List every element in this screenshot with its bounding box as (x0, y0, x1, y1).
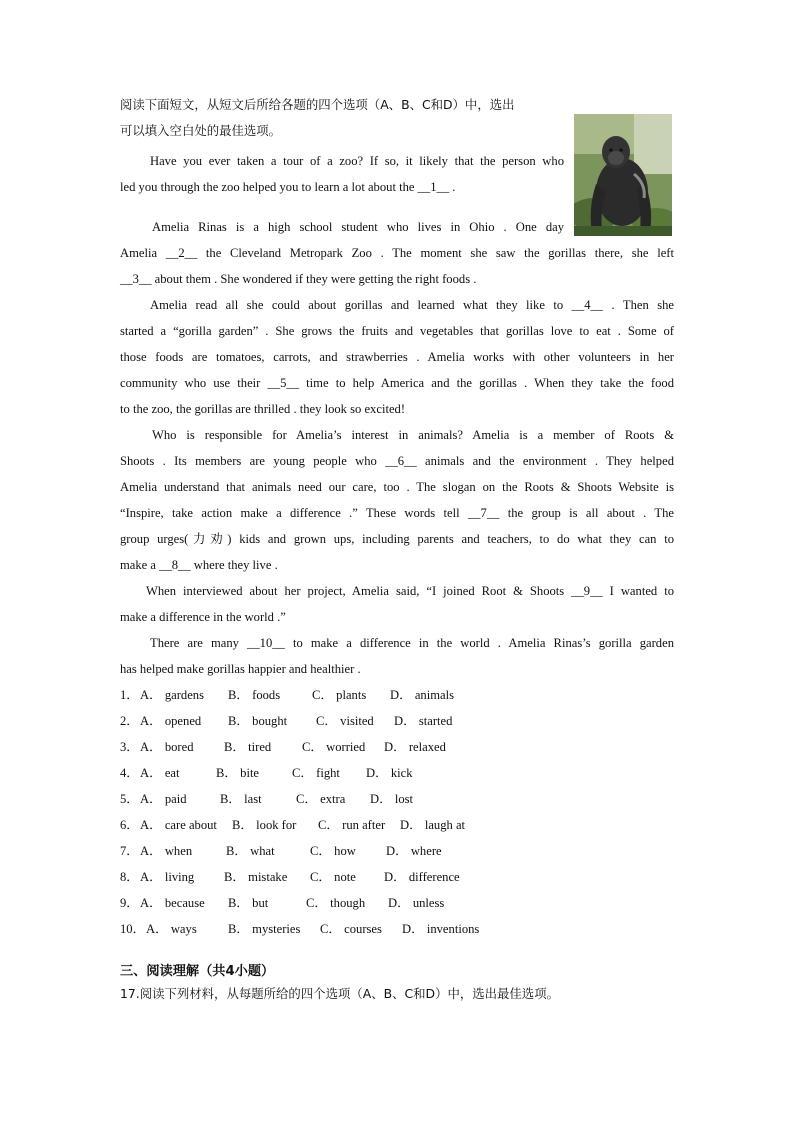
instructions-line-1: 阅读下面短文，从短文后所给各题的四个选项（A、B、C和D）中，选出 (120, 97, 515, 112)
passage-line-7: started a “gorilla garden” . She grows the fruits and vegetables that gorillas love to eat . Some of (120, 324, 674, 338)
option-d[interactable]: D． lost (370, 792, 414, 806)
question-number: 8． (120, 870, 139, 884)
passage-line-20: has helped make gorillas happier and healthier . (120, 662, 361, 676)
option-c[interactable]: C． extra (296, 792, 346, 806)
option-b[interactable]: B． foods (228, 688, 281, 702)
option-a[interactable]: A． bored (140, 740, 194, 754)
passage-line-2: led you through the zoo helped you to learn a lot about the __1__ . (120, 180, 456, 194)
question-number: 1． (120, 688, 139, 702)
option-c[interactable]: C． how (310, 844, 356, 858)
option-c[interactable]: C． fight (292, 766, 340, 780)
passage-line-18: make a difference in the world .” (120, 610, 286, 624)
passage-line-6: Amelia read all she could about gorillas and learned what they like to __4__ . Then she (150, 298, 674, 312)
passage-line-15: group urges(力劝) kids and grown ups, including parents and teachers, to do what they can to (120, 532, 674, 546)
option-a[interactable]: A． paid (140, 792, 187, 806)
instructions-line-2: 可以填入空白处的最佳选项。 (120, 123, 282, 138)
option-c[interactable]: C． run after (318, 818, 386, 832)
option-d[interactable]: D． where (386, 844, 442, 858)
option-a[interactable]: A． living (140, 870, 195, 884)
question-number: 9． (120, 896, 139, 910)
option-c[interactable]: C． though (306, 896, 366, 910)
gorilla-illustration (574, 114, 672, 236)
passage-line-12: Shoots . Its members are young people who __6__ animals and the environment . They helped (120, 454, 674, 468)
option-a[interactable]: A． care about (140, 818, 217, 832)
question-number: 4． (120, 766, 139, 780)
option-c[interactable]: C． worried (302, 740, 366, 754)
option-d[interactable]: D． started (394, 714, 453, 728)
option-b[interactable]: B． last (220, 792, 262, 806)
option-b[interactable]: B． mistake (224, 870, 288, 884)
option-c[interactable]: C． courses (320, 922, 382, 936)
option-d[interactable]: D． kick (366, 766, 413, 780)
passage-line-13: Amelia understand that animals need our care, too . The slogan on the Roots & Shoots Website is (120, 480, 674, 494)
option-b[interactable]: B． bought (228, 714, 288, 728)
option-a[interactable]: A． eat (140, 766, 180, 780)
option-d[interactable]: D． inventions (402, 922, 480, 936)
question-number: 6． (120, 818, 139, 832)
passage-line-14: “Inspire, take action make a difference .” These words tell __7__ the group is all about . The (120, 506, 674, 520)
option-c[interactable]: C． plants (312, 688, 367, 702)
passage-line-5: __3__ about them . She wondered if they were getting the right foods . (120, 272, 477, 286)
option-b[interactable]: B． tired (224, 740, 272, 754)
passage-line-8: those foods are tomatoes, carrots, and strawberries . Amelia works with other volunteers in her (120, 350, 674, 364)
option-a[interactable]: A． ways (146, 922, 197, 936)
question-number: 2． (120, 714, 139, 728)
option-b[interactable]: B． look for (232, 818, 297, 832)
passage-line-19: There are many __10__ to make a difference in the world . Amelia Rinas’s gorilla garden (150, 636, 674, 650)
option-a[interactable]: A． when (140, 844, 193, 858)
passage-line-9: community who use their __5__ time to help America and the gorillas . When they take the food (120, 376, 674, 390)
passage-line-16: make a __8__ where they live . (120, 558, 278, 572)
question-number: 7． (120, 844, 139, 858)
section-heading: 三、阅读理解（共4小题） (120, 964, 275, 979)
option-d[interactable]: D． difference (384, 870, 460, 884)
question-number: 10． (120, 922, 146, 936)
option-b[interactable]: B． mysteries (228, 922, 301, 936)
option-d[interactable]: D． laugh at (400, 818, 466, 832)
question-number: 5． (120, 792, 139, 806)
passage-line-11: Who is responsible for Amelia’s interest in animals? Amelia is a member of Roots & (152, 428, 674, 442)
option-a[interactable]: A． gardens (140, 688, 205, 702)
question-number: 3． (120, 740, 139, 754)
passage-line-17: When interviewed about her project, Amelia said, “I joined Root & Shoots __9__ I wanted to (146, 584, 674, 598)
question-17-prompt: 17.阅读下列材料，从每题所给的四个选项（A、B、C和D）中，选出最佳选项。 (120, 986, 559, 1001)
option-a[interactable]: A． because (140, 896, 205, 910)
option-b[interactable]: B． bite (216, 766, 260, 780)
option-c[interactable]: C． visited (316, 714, 374, 728)
option-d[interactable]: D． unless (388, 896, 445, 910)
option-a[interactable]: A． opened (140, 714, 202, 728)
passage-line-1: Have you ever taken a tour of a zoo? If so, it likely that the person who (150, 154, 564, 168)
passage-line-3: Amelia Rinas is a high school student who lives in Ohio . One day (152, 220, 564, 234)
option-b[interactable]: B． but (228, 896, 269, 910)
passage-line-4: Amelia __2__ the Cleveland Metropark Zoo . The moment she saw the gorillas there, she left (120, 246, 674, 260)
gorilla-photo (574, 114, 672, 236)
option-d[interactable]: D． animals (390, 688, 455, 702)
option-b[interactable]: B． what (226, 844, 275, 858)
passage-line-10: to the zoo, the gorillas are thrilled . they look so excited! (120, 402, 406, 416)
option-c[interactable]: C． note (310, 870, 356, 884)
option-d[interactable]: D． relaxed (384, 740, 446, 754)
